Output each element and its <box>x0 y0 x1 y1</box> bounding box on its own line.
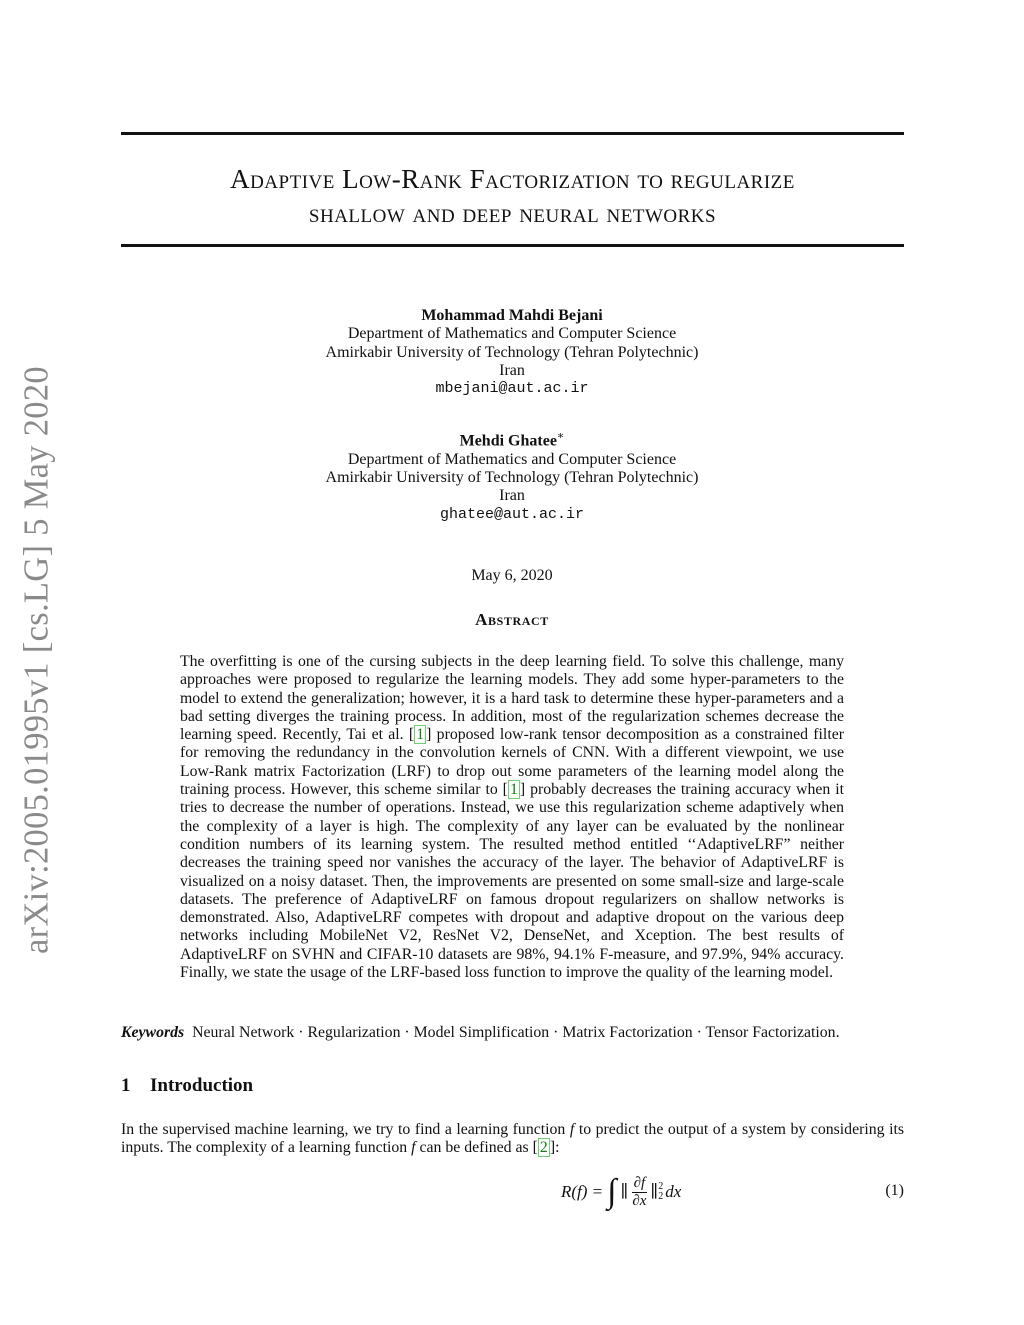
equation-number: (1) <box>885 1182 904 1199</box>
math-variable: f <box>569 1121 575 1138</box>
section-title: Introduction <box>150 1075 254 1096</box>
publication-date: May 6, 2020 <box>471 567 553 584</box>
section-number: 1 <box>121 1075 131 1096</box>
keywords-label: Keywords <box>121 1024 185 1041</box>
arxiv-stamp: arXiv:2005.01995v1 [cs.LG] 5 May 2020 <box>17 366 56 954</box>
author-name: Mohammad Mahdi Bejani <box>421 307 603 324</box>
keywords-line <box>121 1024 904 1042</box>
differential: dx <box>665 1182 682 1201</box>
abstract-text-3: probably decreases the training accuracy when it tries to decrease the number of operations. Instead, we use this regularization scheme adaptively when the complexity of a layer is high. The complexity of any layer can be evaluated by the nonlinear condition numbers of its learning system. The resulted method entitled ‘‘AdaptiveLRF” neither decreases the training speed nor vanishes the accuracy of the layer. The behavior of AdaptiveLRF is visualized on a noisy dataset. Then, the improvements are presented on some small-size and large-scale datasets. The preference of AdaptiveLRF on famous dropout regularizers on shallow networks is demonstrated. Also, AdaptiveLRF competes with dropout and adaptive dropout on the various deep networks including MobileNet V2, ResNet V2, DenseNet, and Xception. The best results of AdaptiveLRF on SVHN and CIFAR-10 datasets are 98%, 94.1% F-measure, and 97.9%, 94% accuracy. Finally, we state the usage of the LRF-based loss function to improve the quality of the learning model. <box>180 781 844 982</box>
paper-title-line-1: Adaptive Low-Rank Factorization to regularize <box>230 164 795 194</box>
citation-link[interactable]: 1 <box>509 781 518 799</box>
paper-title-line-2: shallow and deep neural networks <box>308 198 717 228</box>
math-variable: f <box>411 1139 416 1157</box>
fraction-numerator: ∂f <box>633 1174 646 1191</box>
author-email[interactable]: ghatee@aut.ac.ir <box>439 505 585 523</box>
abstract-text-1: The overfitting is one of the cursing subjects in the deep learning field. To solve this challenge, many approaches were proposed to regularize the learning models. They add some hyper-parameters to the model to extend the generalization; however, it is a hard task to determine these hyper-parameters and a bad setting diverges the training process. In addition, most of the regularization schemes decrease the learning speed. Recently, Tai et al. <box>180 653 844 744</box>
intro-text: In the supervised machine learning, we try to find a learning function <box>121 1121 566 1138</box>
abstract-body: The overfitting is one of the cursing subjects in the deep learning field. To solve this challenge, many approaches were proposed to regularize the learning models. They add some hyper-parameters to the model to extend the generalization; however, it is a hard task to determine these hyper-parameters and a bad setting diverges the training process. In addition, most of the regularization schemes decrease the learning speed. Recently, Tai et al. [ 1 ] proposed low-rank tensor decomposition as a constrained filter for removing the redundancy in the convolution kernels of CNN. With a different viewpoint, we use Low-Rank matrix Factorization (LRF) to drop out some parameters of the learning model along the training process. However, this scheme similar to [ 1 ] probably decreases the training accuracy when it tries to decrease the number of operations. Instead, we use this regularization scheme adaptively when the complexity of a layer is high. The complexity of any layer can be evaluated by the nonlinear condition numbers of its learning system. The resulted method entitled ‘‘AdaptiveLRF” neither decreases the training speed nor vanishes the accuracy of the layer. The behavior of AdaptiveLRF is visualized on a noisy dataset. Then, the improvements are presented on some small-size and large-scale datasets. The preference of AdaptiveLRF on famous dropout regularizers on shallow networks is demonstrated. Also, AdaptiveLRF competes with dropout and adaptive dropout on the various deep networks including MobileNet V2, ResNet V2, DenseNet, and Xception. The best results of AdaptiveLRF on SVHN and CIFAR-10 datasets are 98%, 94.1% F-measure, and 97.9%, 94% accuracy. Finally, we state the usage of the LRF-based loss function to improve the quality of the learning model. <box>180 653 844 982</box>
norm-close: ∥ <box>650 1182 659 1201</box>
intro-text: to predict the output of a system by considering its inputs. The complexity of a learning function <box>121 1121 904 1157</box>
equation-1 <box>121 1170 904 1214</box>
corresponding-author-marker: ∗ <box>556 430 565 442</box>
keywords-text: Neural Network · Regularization · Model Simplification · Matrix Factorization · Tensor Factorization. <box>192 1024 840 1041</box>
partial-derivative-fraction <box>630 1175 648 1210</box>
norm-open: ∥ <box>620 1182 629 1201</box>
author-block <box>200 427 824 524</box>
intro-text: can be defined as <box>419 1139 529 1157</box>
norm-superscript: 2 <box>658 1181 664 1192</box>
abstract-heading: Abstract <box>475 610 549 629</box>
equation-body <box>561 1170 681 1214</box>
author-country: Iran <box>499 361 525 379</box>
section-heading <box>121 1075 253 1097</box>
author-name <box>200 427 824 451</box>
author-name-text: Mehdi Ghatee <box>459 432 557 450</box>
fraction-denominator: ∂x <box>632 1192 647 1209</box>
author-email[interactable]: mbejani@aut.ac.ir <box>435 380 589 398</box>
author-department: Department of Mathematics and Computer Science <box>347 450 677 468</box>
author-block <box>200 307 824 398</box>
citation-link[interactable]: 2 <box>539 1139 548 1157</box>
intro-paragraph: In the supervised machine learning, we try to find a learning function f to predict the output of a system by considering its inputs. The complexity of a learning function f can be defined as [ 2 ]: <box>121 1121 904 1157</box>
author-university: Amirkabir University of Technology (Tehran Polytechnic) <box>325 343 699 361</box>
abstract-text-2: proposed low-rank tensor decomposition as a constrained filter for removing the redundancy in the convolution kernels of CNN. With a different viewpoint, we use Low-Rank matrix Factorization (LRF) to drop out some parameters of the learning model along the training process. However, this scheme similar to <box>180 726 844 799</box>
title-top-rule <box>121 132 904 135</box>
author-department: Department of Mathematics and Computer Science <box>347 325 677 343</box>
norm-subscript: 2 <box>658 1191 664 1202</box>
equation-lhs: R(f) = <box>561 1182 604 1201</box>
citation-link[interactable]: 1 <box>416 726 425 744</box>
norm-scripts <box>658 1182 663 1202</box>
title-bottom-rule <box>121 244 904 247</box>
integral-sign: ∫ <box>607 1173 617 1210</box>
intro-text: : <box>555 1139 560 1157</box>
author-university: Amirkabir University of Technology (Tehran Polytechnic) <box>325 468 699 486</box>
author-country: Iran <box>499 487 525 505</box>
